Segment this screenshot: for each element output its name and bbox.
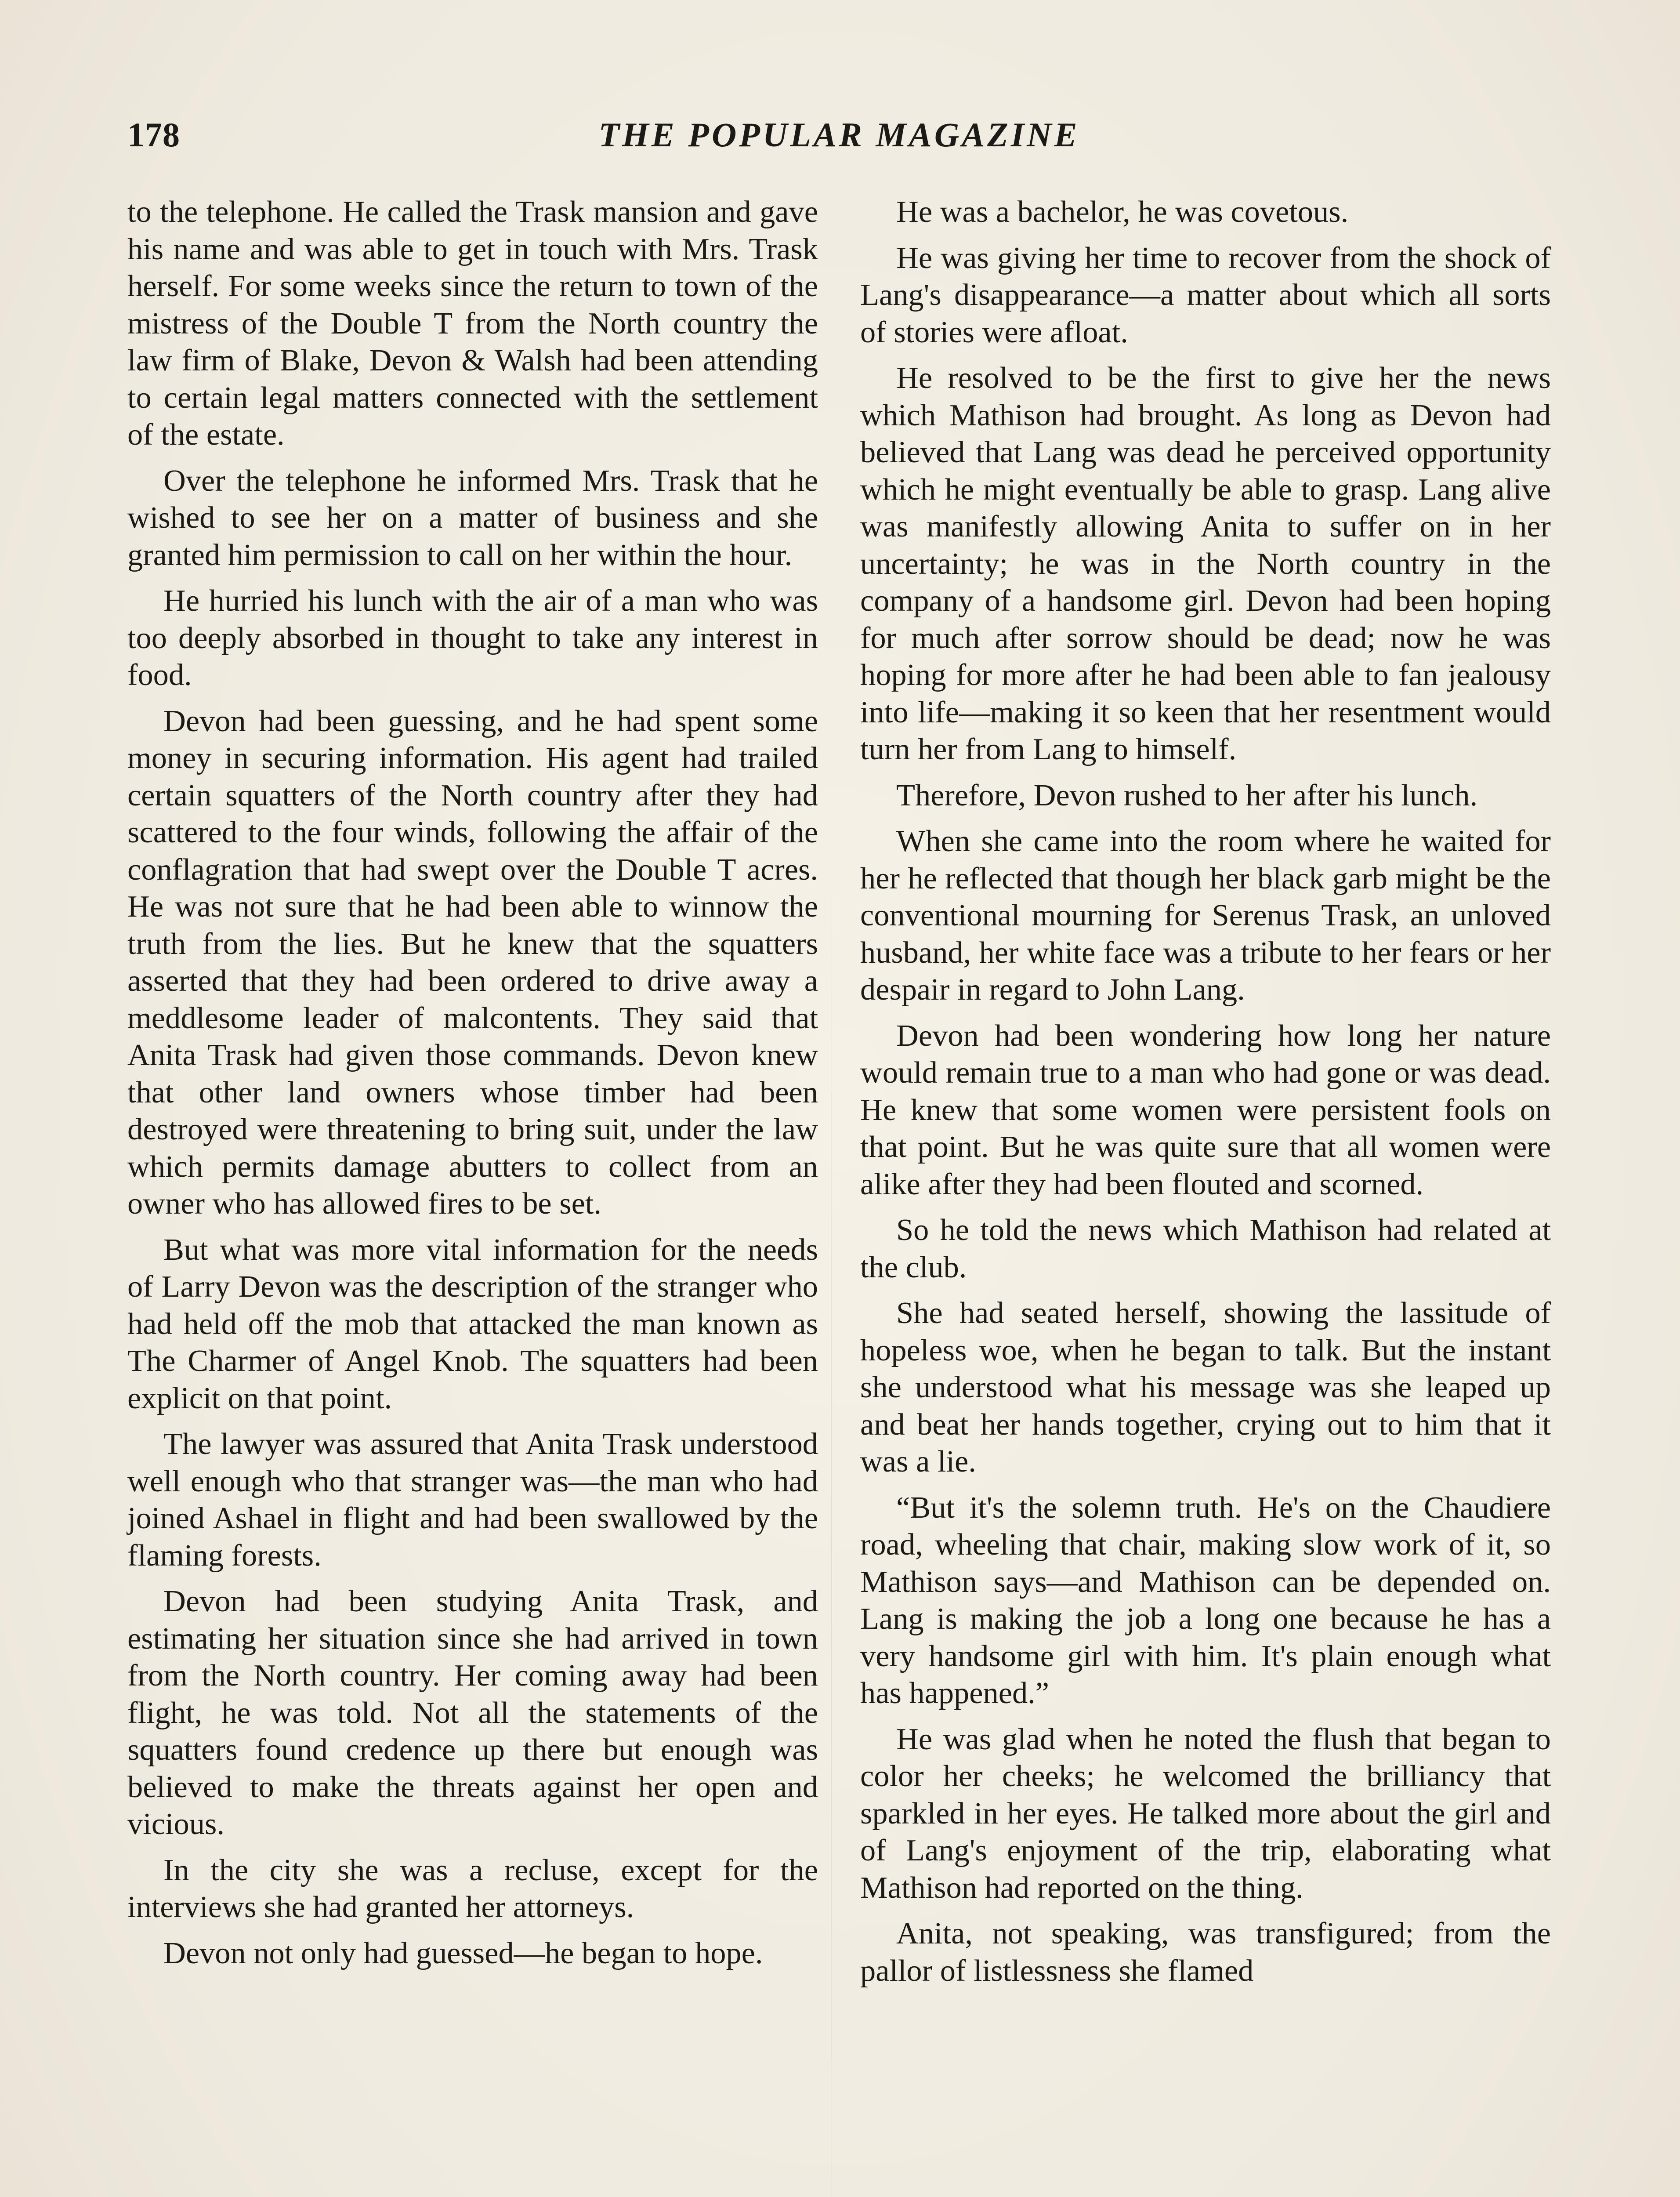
paragraph: The lawyer was assured that Anita Trask understood well enough who that stranger was—the man who had joined Ashael in flight and had been swallowed by the flaming forests.	[127, 1427, 818, 1573]
page-number: 178	[127, 116, 180, 154]
paragraph: to the telephone. He called the Trask mansion and gave his name and was able to get in touch with Mrs. Trask herself. For some weeks since the return to town of the mistress of the Double T from the North country the law firm of Blake, Devon & Walsh had been attending to certain legal matters connected with the settlement of the estate.	[127, 195, 818, 452]
paragraph: He hurried his lunch with the air of a man who was too deeply absorbed in thought to take any interest in food.	[127, 584, 818, 692]
paragraph: Devon not only had guessed—he began to hope.	[163, 1936, 763, 1970]
left-column	[127, 193, 818, 1980]
paragraph: “But it's the solemn truth. He's on the Chaudiere road, wheeling that chair, making slow work of it, so Mathison says—and Mathison can be depended on. Lang is making the job a long one because he has a very handsome girl with him. It's plain enough what has happened.”	[860, 1490, 1551, 1710]
paragraph: But what was more vital information for the needs of Larry Devon was the description of the stranger who had held off the mob that attacked the man known as The Charmer of Angel Knob. The squatters had been explicit on that point.	[127, 1232, 818, 1415]
running-title: THE POPULAR MAGAZINE	[598, 116, 1080, 154]
paragraph: When she came into the room where he waited for her he reflected that though her black garb might be the conventional mourning for Serenus Trask, an unloved husband, her white face was a tribute to her fears or her despair in regard to John Lang.	[860, 824, 1551, 1007]
paragraph: Over the telephone he informed Mrs. Trask that he wished to see her on a matter of business and she granted him permission to call on her within the hour.	[127, 463, 818, 572]
paragraph: Devon had been studying Anita Trask, and estimating her situation since she had arrived in town from the North country. Her coming away had been flight, he was told. Not all the statements of the squatters found credence up there but enough was believed to make the threats against her open and vicious.	[127, 1584, 818, 1841]
page-header	[127, 115, 1551, 168]
paragraph: He was glad when he noted the flush that began to color her cheeks; he welcomed the brilliancy that sparkled in her eyes. He talked more about the girl and of Lang's enjoyment of the trip, elaborating what Mathison had reported on the thing.	[860, 1722, 1551, 1905]
paragraph: He was giving her time to recover from the shock of Lang's disappearance—a matter about which all sorts of stories were afloat.	[860, 240, 1551, 349]
paragraph: Therefore, Devon rushed to her after his lunch.	[896, 778, 1478, 812]
column-gutter	[831, 835, 832, 2197]
paragraph: So he told the news which Mathison had related at the club.	[860, 1213, 1551, 1284]
paragraph: Anita, not speaking, was transfigured; from the pallor of listlessness she flamed	[860, 1916, 1551, 1988]
right-column	[860, 193, 1551, 1998]
paragraph: He was a bachelor, he was covetous.	[896, 195, 1349, 229]
paragraph: She had seated herself, showing the lassitude of hopeless woe, when he began to talk. But the instant she understood what his message was she leaped up and beat her hands together, crying out to him that it was a lie.	[860, 1296, 1551, 1479]
paragraph: Devon had been guessing, and he had spent some money in securing information. His agent had trailed certain squatters of the North country after they had scattered to the four winds, following the affair of the conflagration that had swept over the Double T acres. He was not sure that he had been able to winnow the truth from the lies. But he knew that the squatters asserted that they had been ordered to drive away a meddlesome leader of malcontents. They said that Anita Trask had given those commands. Devon knew that other land owners whose timber had been destroyed were threatening to bring suit, under the law which permits damage abutters to collect from an owner who has allowed fires to be set.	[127, 703, 818, 1221]
paragraph: Devon had been wondering how long her nature would remain true to a man who had gone or was dead. He knew that some women were persistent fools on that point. But he was quite sure that all women were alike after they had been flouted and scorned.	[860, 1018, 1551, 1201]
paragraph: In the city she was a recluse, except for the interviews she had granted her attorneys.	[127, 1853, 818, 1924]
paragraph: He resolved to be the first to give her the news which Mathison had brought. As long as Devon had believed that Lang was dead he perceived opportunity which he might eventually be able to grasp. Lang alive was manifestly allowing Anita to suffer on in her uncertainty; he was in the North country in the company of a handsome girl. Devon had been hoping for much after sorrow should be dead; now he was hoping for more after he had been able to fan jealousy into life—making it so keen that her resentment would turn her from Lang to himself.	[860, 361, 1551, 766]
